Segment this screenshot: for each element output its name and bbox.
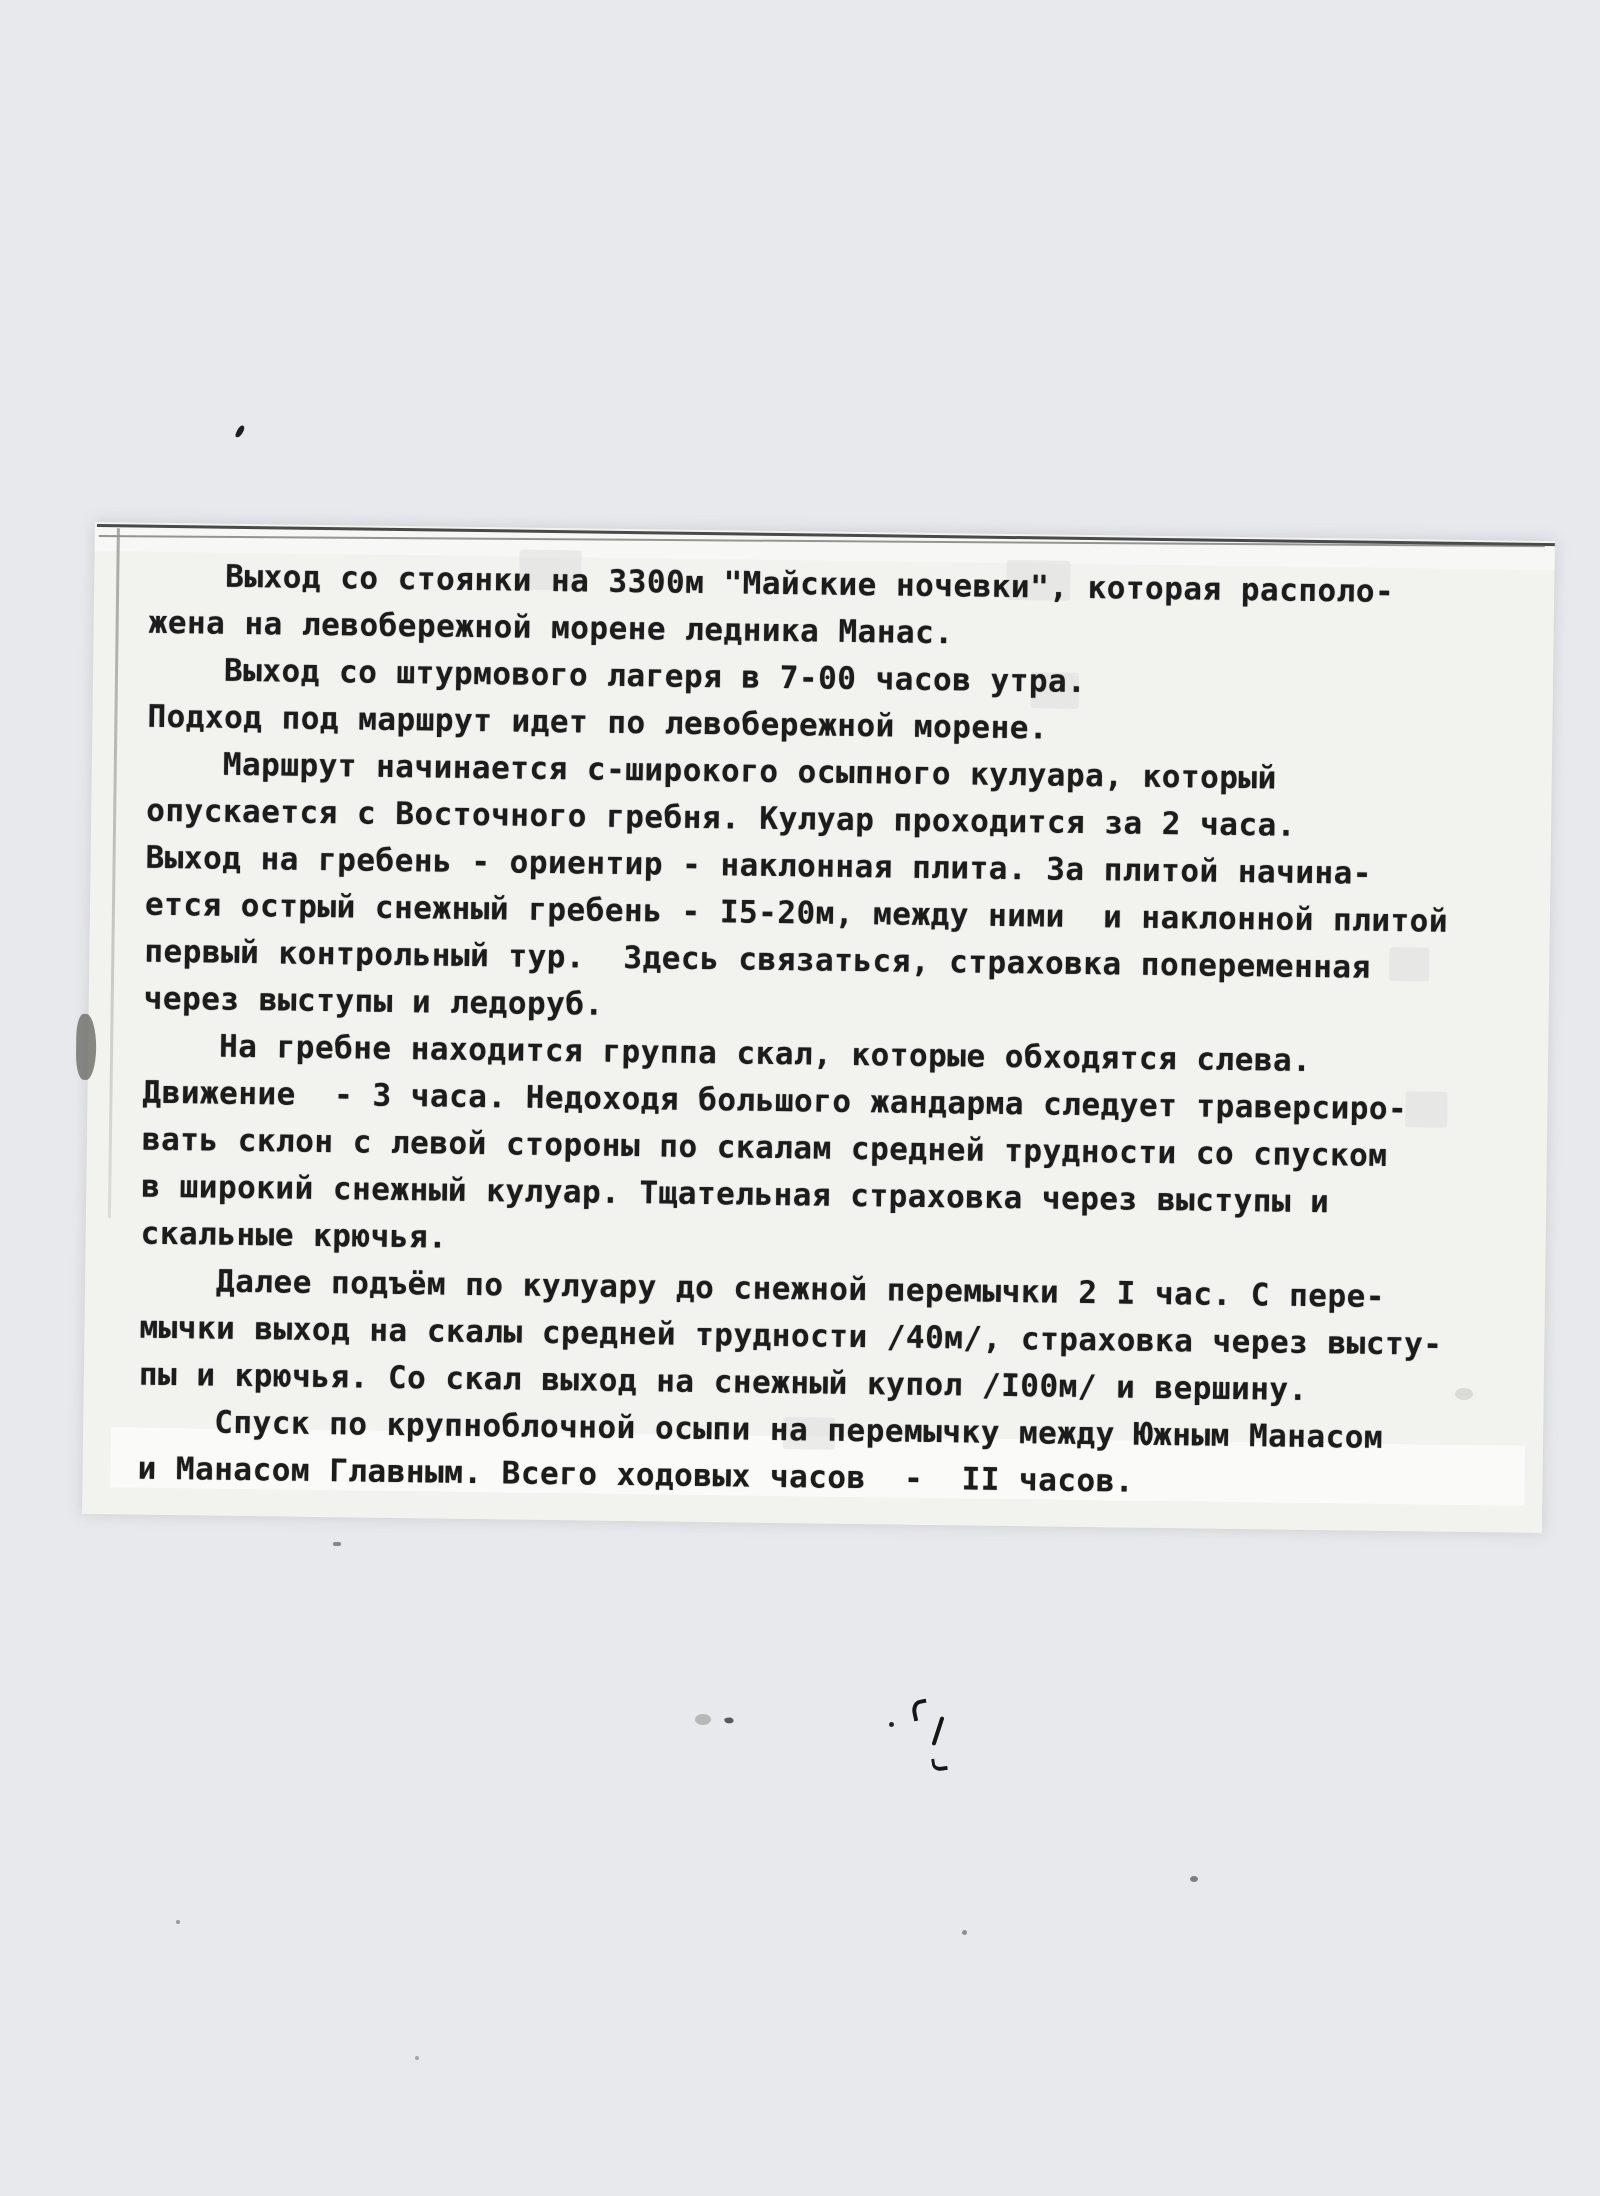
text-line: пы и крючья. Со скал выход на снежный купол /I00м/ и вершину. bbox=[138, 1356, 1308, 1408]
text-line: Выход со штурмового лагеря в 7-00 часов утра. bbox=[223, 652, 1087, 700]
ink-speck bbox=[333, 1542, 341, 1546]
ink-mark bbox=[910, 1699, 930, 1722]
ink-mark bbox=[931, 1716, 944, 1746]
paper-left-edge bbox=[108, 528, 120, 1218]
text-line: первый контрольный тур. Здесь связаться, страховка попеременная bbox=[144, 933, 1371, 986]
text-line: жена на левобережной морене ледника Манас. bbox=[148, 604, 954, 652]
text-line: ется острый снежный гребень - I5-20м, между ними и наклонной плитой bbox=[144, 886, 1449, 940]
ink-mark bbox=[235, 424, 246, 438]
text-line: опускается с Восточного гребня. Кулуар проходится за 2 часа. bbox=[145, 792, 1297, 844]
ink-mark bbox=[724, 1717, 734, 1724]
text-line: мычки выход на скалы средней трудности /40м/, страховка через высту- bbox=[139, 1309, 1443, 1363]
text-line: Спуск по крупноблочной осыпи на перемычку между Южным Манасом bbox=[213, 1404, 1384, 1456]
text-line: через выступы и ледоруб. bbox=[143, 980, 604, 1023]
text-line: скальные крючья. bbox=[140, 1215, 448, 1256]
text-line: вать склон с левой стороны по скалам средней трудности со спуском bbox=[141, 1121, 1388, 1174]
ink-speck bbox=[176, 1920, 180, 1924]
ink-speck bbox=[889, 1722, 894, 1727]
ink-speck bbox=[415, 2056, 419, 2060]
paper-left-edge-ink-blob bbox=[76, 1014, 97, 1080]
ink-mark bbox=[1455, 1388, 1473, 1400]
text-line: в широкий снежный кулуар. Тщательная страховка через выступы и bbox=[141, 1168, 1330, 1221]
text-block bbox=[137, 553, 1534, 1511]
ink-mark bbox=[695, 1714, 711, 1725]
typewritten-page bbox=[82, 522, 1555, 1533]
text-line: Далее подъём по кулуару до снежной перемычки 2 I час. С пере- bbox=[215, 1263, 1386, 1315]
ink-mark bbox=[931, 1757, 948, 1772]
text-line: Выход со стоянки на 3300м "Майские ночевки", которая располо- bbox=[225, 558, 1395, 611]
text-line: и Манасом Главным. Всего ходовых часов - II часов. bbox=[137, 1450, 1135, 1500]
text-line: На гребне находится группа скал, которые обходятся слева. bbox=[218, 1028, 1312, 1079]
ink-speck bbox=[962, 1930, 967, 1935]
text-line: Маршрут начинается с-широкого осыпного кулуара, который bbox=[222, 746, 1277, 797]
text-line: Подход под маршрут идет по левобережной морене. bbox=[147, 698, 1049, 747]
text-line: Движение - 3 часа. Недоходя большого жандарма следует траверсиро- bbox=[142, 1074, 1408, 1128]
ink-speck bbox=[1190, 1876, 1198, 1882]
text-line: Выход на гребень - ориентир - наклонная плита. За плитой начина- bbox=[145, 839, 1373, 892]
